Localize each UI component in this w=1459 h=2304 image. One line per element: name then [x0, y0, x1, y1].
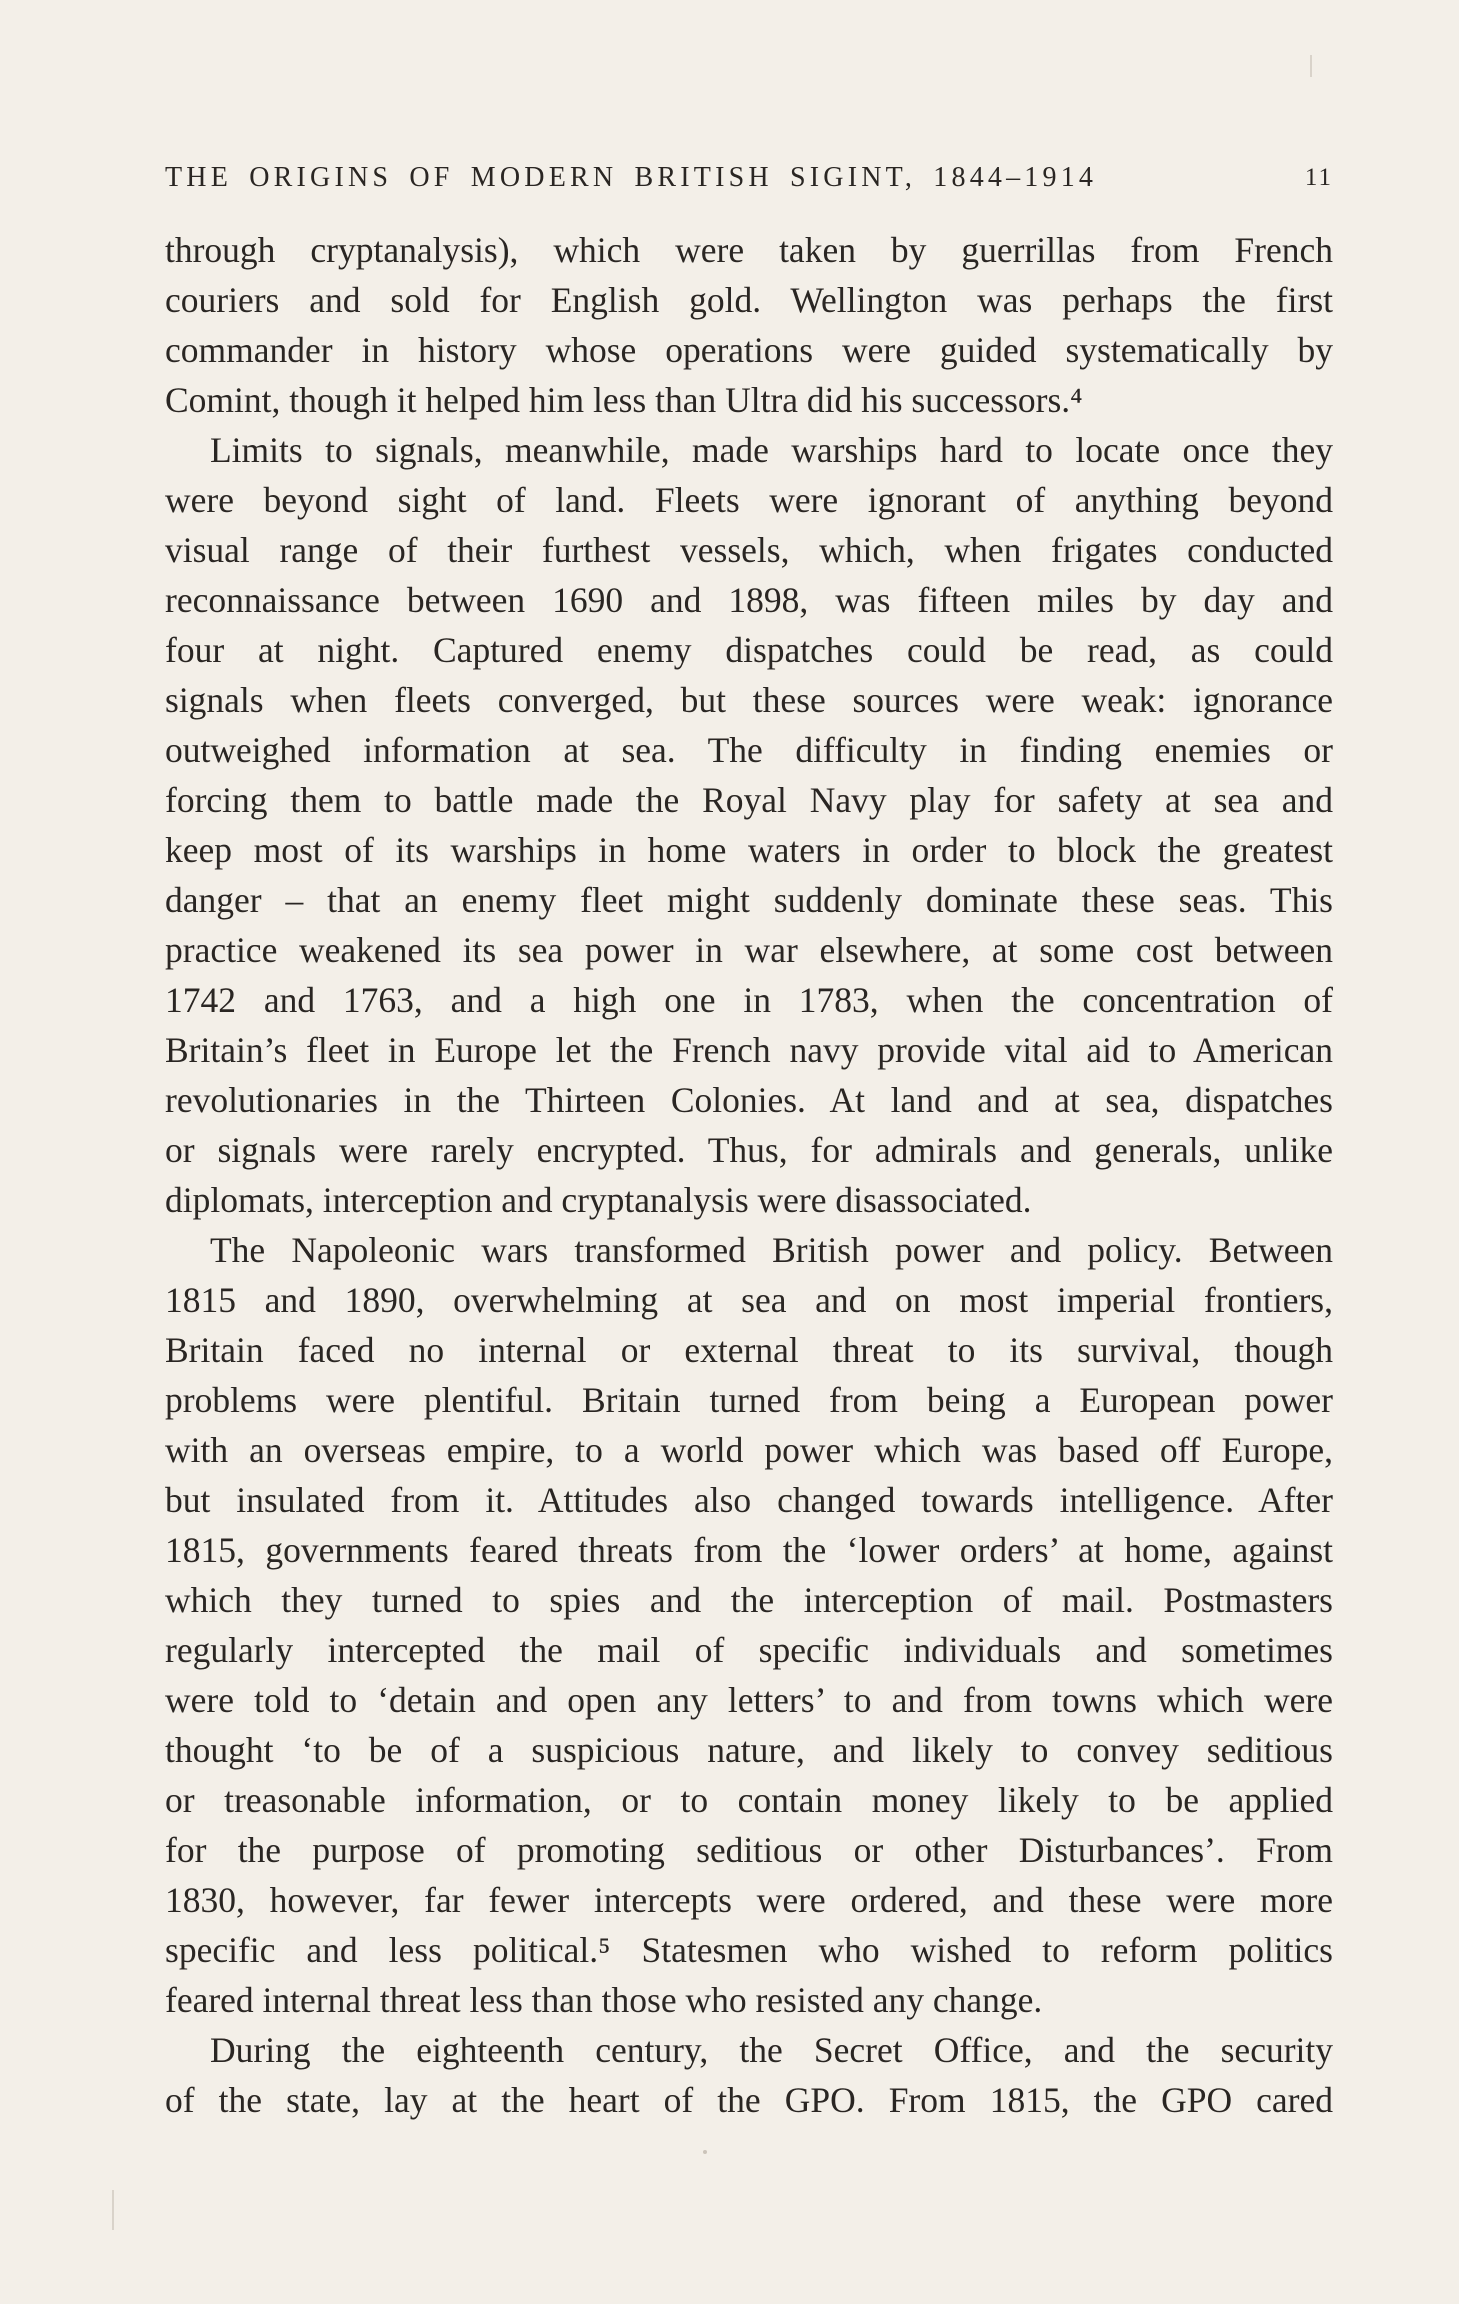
text-line: Comint, though it helped him less than Ultra did his successors.⁴ — [165, 380, 1083, 420]
text-line: commander in history whose operations were guided systematically by — [165, 330, 1333, 370]
text-line: of the state, lay at the heart of the GPO. From 1815, the GPO cared — [165, 2080, 1333, 2120]
paragraph — [165, 225, 1333, 425]
text-line: forcing them to battle made the Royal Navy play for safety at sea and — [165, 780, 1333, 820]
text-line: feared internal threat less than those who resisted any change. — [165, 1980, 1043, 2020]
body-text — [165, 225, 1333, 2125]
text-line: The Napoleonic wars transformed British power and policy. Between — [210, 1230, 1333, 1270]
text-line: problems were plentiful. Britain turned from being a European power — [165, 1380, 1333, 1420]
running-head: THE ORIGINS OF MODERN BRITISH SIGINT, 1844–1914 — [165, 162, 1098, 193]
text-line: couriers and sold for English gold. Wellington was perhaps the first — [165, 280, 1333, 320]
paragraph — [165, 425, 1333, 1225]
text-line: diplomats, interception and cryptanalysis were disassociated. — [165, 1180, 1032, 1220]
page-edge-mark — [112, 2190, 114, 2230]
text-line: which they turned to spies and the interception of mail. Postmasters — [165, 1580, 1333, 1620]
text-line: but insulated from it. Attitudes also changed towards intelligence. After — [165, 1480, 1333, 1520]
text-line: or treasonable information, or to contain money likely to be applied — [165, 1780, 1333, 1820]
page-header — [165, 162, 1333, 202]
text-line: four at night. Captured enemy dispatches could be read, as could — [165, 630, 1333, 670]
text-line: 1815, governments feared threats from the ‘lower orders’ at home, against — [165, 1530, 1333, 1570]
text-line: through cryptanalysis), which were taken by guerrillas from French — [165, 230, 1333, 270]
page-number: 11 — [1304, 164, 1333, 191]
text-line: Britain’s fleet in Europe let the French navy provide vital aid to American — [165, 1030, 1333, 1070]
text-line: specific and less political.⁵ Statesmen who wished to reform politics — [165, 1930, 1333, 1970]
text-line: danger – that an enemy fleet might suddenly dominate these seas. This — [165, 880, 1333, 920]
text-line: reconnaissance between 1690 and 1898, was fifteen miles by day and — [165, 580, 1333, 620]
text-line: Limits to signals, meanwhile, made warships hard to locate once they — [210, 430, 1333, 470]
text-line: Britain faced no internal or external threat to its survival, though — [165, 1330, 1333, 1370]
text-line: outweighed information at sea. The difficulty in finding enemies or — [165, 730, 1333, 770]
text-line: for the purpose of promoting seditious or other Disturbances’. From — [165, 1830, 1333, 1870]
text-line: with an overseas empire, to a world power which was based off Europe, — [165, 1430, 1333, 1470]
text-line: signals when fleets converged, but these sources were weak: ignorance — [165, 680, 1333, 720]
text-line: regularly intercepted the mail of specific individuals and sometimes — [165, 1630, 1333, 1670]
paragraph — [165, 1225, 1333, 2025]
text-line: 1815 and 1890, overwhelming at sea and on most imperial frontiers, — [165, 1280, 1333, 1320]
text-line: visual range of their furthest vessels, which, when frigates conducted — [165, 530, 1333, 570]
text-line: During the eighteenth century, the Secret Office, and the security — [210, 2030, 1333, 2070]
text-line: were told to ‘detain and open any letters’ to and from towns which were — [165, 1680, 1333, 1720]
text-line: 1830, however, far fewer intercepts were ordered, and these were more — [165, 1880, 1333, 1920]
page-edge-mark — [1310, 55, 1312, 77]
text-line: 1742 and 1763, and a high one in 1783, when the concentration of — [165, 980, 1333, 1020]
text-line: or signals were rarely encrypted. Thus, for admirals and generals, unlike — [165, 1130, 1333, 1170]
text-line: keep most of its warships in home waters in order to block the greatest — [165, 830, 1333, 870]
text-line: practice weakened its sea power in war elsewhere, at some cost between — [165, 930, 1333, 970]
paragraph — [165, 2025, 1333, 2125]
text-line: revolutionaries in the Thirteen Colonies. At land and at sea, dispatches — [165, 1080, 1333, 1120]
text-line: thought ‘to be of a suspicious nature, and likely to convey seditious — [165, 1730, 1333, 1770]
paper-speck — [703, 2150, 707, 2154]
text-line: were beyond sight of land. Fleets were ignorant of anything beyond — [165, 480, 1333, 520]
